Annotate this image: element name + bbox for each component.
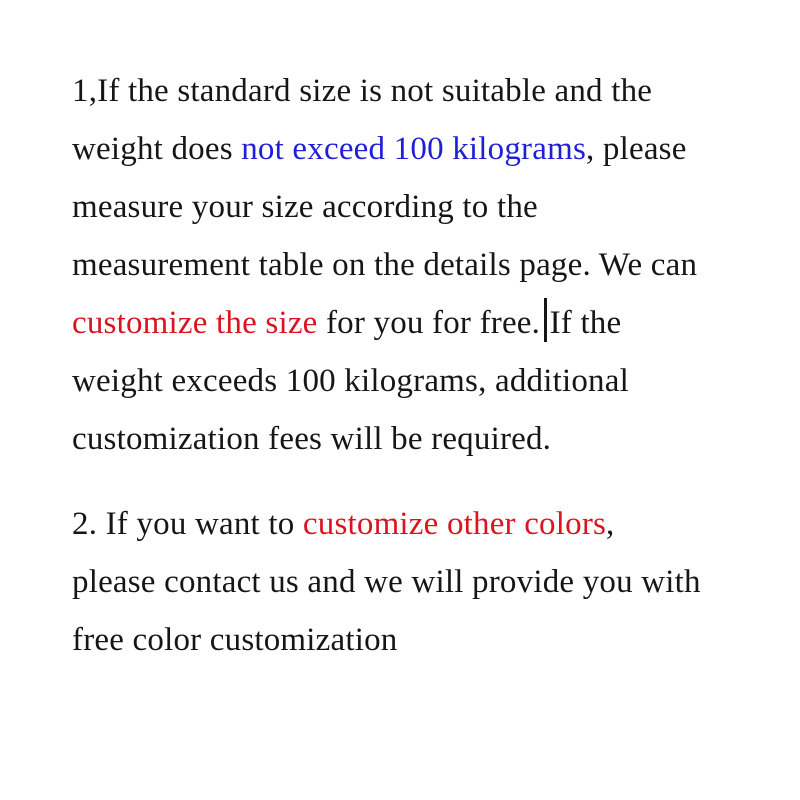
text-segment: ,	[606, 506, 615, 542]
text-segment: customization fees will be required.	[72, 421, 552, 457]
text-line	[72, 236, 752, 294]
text-line	[72, 120, 752, 178]
text-segment: weight exceeds 100 kilograms, additional	[72, 363, 629, 399]
text-line	[72, 553, 752, 611]
text-line	[72, 294, 752, 352]
text-segment: , please	[586, 131, 687, 167]
text-segment: 1,If the standard size is not suitable and the	[72, 73, 653, 109]
text-line	[72, 495, 752, 553]
text-cursor	[544, 298, 547, 342]
text-line	[72, 352, 752, 410]
text-segment: measurement table on the details page. We can	[72, 247, 698, 283]
paragraph-size-customization	[72, 62, 752, 468]
text-line	[72, 62, 752, 120]
text-block	[72, 62, 752, 669]
text-segment: weight does	[72, 131, 242, 167]
text-segment: please contact us and we will provide you with	[72, 564, 701, 600]
highlight-blue-text: not exceed 100 kilograms	[241, 131, 587, 167]
text-segment: for you for free.	[317, 305, 541, 341]
text-line	[72, 410, 752, 468]
text-line	[72, 611, 752, 669]
text-line	[72, 178, 752, 236]
text-segment: free color customization	[72, 622, 398, 658]
text-segment: If the	[549, 305, 622, 341]
highlight-red-text: customize the size	[72, 305, 318, 341]
paragraph-color-customization	[72, 495, 752, 669]
text-segment: measure your size according to the	[72, 189, 538, 225]
text-segment: 2. If you want to	[72, 506, 303, 542]
highlight-red-text: customize other colors	[302, 506, 607, 542]
